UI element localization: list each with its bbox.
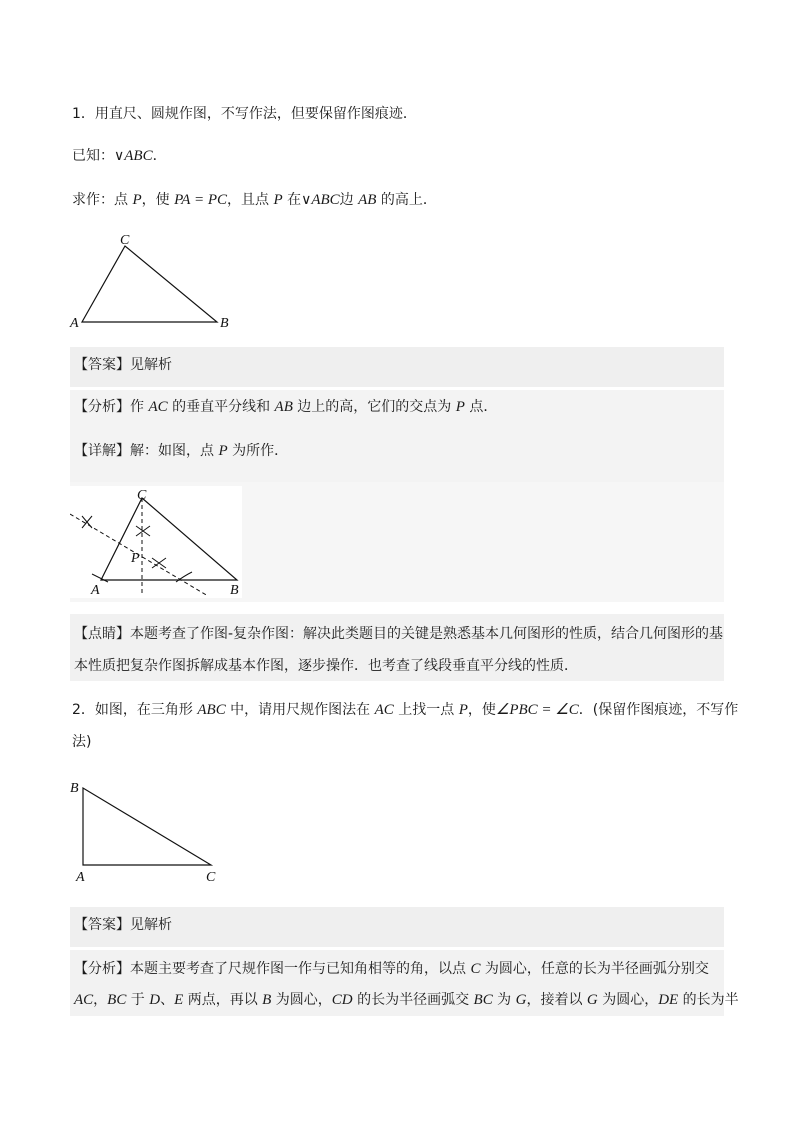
sol-vertex-c-label: C xyxy=(137,488,147,503)
q2-stem-line2: 法) xyxy=(72,734,92,750)
req-p2: P xyxy=(273,192,283,208)
q2-d: D xyxy=(149,992,161,1008)
q2-de: DE xyxy=(658,992,679,1008)
triangle-symbol: ∨ xyxy=(301,192,312,208)
q2-vertex-b-label: B xyxy=(70,781,79,796)
req-ab: AB xyxy=(358,192,377,208)
req-abc: ABC xyxy=(311,192,340,208)
q2-analysis-text: 的长为半 xyxy=(678,992,739,1008)
req-equation: PA = PC xyxy=(174,192,227,208)
q2-analysis-text: 的长为半径画弧交 xyxy=(352,992,474,1008)
analysis-ab: AB xyxy=(274,399,293,415)
q1-analysis xyxy=(74,397,497,417)
q1-triangle-figure xyxy=(66,228,241,338)
req-end: 的高上． xyxy=(376,192,437,208)
q2-vertex-c-label: C xyxy=(206,870,216,885)
q1-solution-figure xyxy=(70,486,242,598)
vertex-c-label: C xyxy=(120,233,130,248)
triangle-abc xyxy=(82,246,217,322)
sol-point-p-label: P xyxy=(131,551,140,566)
q2-analysis-text: 为圆心，任意的长为半径画弧分别交 xyxy=(480,961,709,977)
q2-angle-equation: ∠PBC = ∠C xyxy=(495,702,579,718)
analysis-text: 作 xyxy=(130,399,149,415)
q2-analysis-text: ，接着以 xyxy=(526,992,587,1008)
given-abc: ABC xyxy=(124,148,153,164)
q1-given xyxy=(72,146,167,166)
q2-analysis-text: ， xyxy=(93,992,108,1008)
req-label: 求作：点 xyxy=(72,192,133,208)
q1-number: 1． xyxy=(72,106,95,122)
q1-detail xyxy=(74,441,288,461)
q2-analysis-text: 两点，再以 xyxy=(183,992,263,1008)
q2-analysis-text: 为圆心， xyxy=(271,992,332,1008)
detail-tag: 【详解】 xyxy=(74,443,130,459)
q2-number: 2． xyxy=(72,702,95,718)
q2-bc: BC xyxy=(107,992,127,1008)
solution-figure-background xyxy=(70,486,242,598)
sol-vertex-a-label: A xyxy=(91,583,100,598)
q2-text: ，使 xyxy=(467,702,496,718)
q1-answer-block xyxy=(70,347,724,387)
given-label: 已知： xyxy=(72,148,114,164)
sol-vertex-b-label: B xyxy=(230,583,239,598)
q2-text: 上找一点 xyxy=(393,702,459,718)
q2-analysis-c: C xyxy=(470,961,481,977)
q2-answer: 【答案】见解析 xyxy=(74,917,172,933)
analysis-ac: AC xyxy=(148,399,168,415)
q2-p: P xyxy=(458,702,468,718)
q2-analysis-line2 xyxy=(74,990,739,1010)
q2-text: 中，请用尺规作图法在 xyxy=(225,702,375,718)
q1-stem-text: 用直尺、圆规作图，不写作法，但要保留作图痕迹． xyxy=(94,106,417,122)
q2-g: G xyxy=(586,992,598,1008)
q2-analysis-text: 为 xyxy=(492,992,516,1008)
q1-requirement xyxy=(72,190,437,210)
q2-stem xyxy=(72,700,738,720)
given-end: ． xyxy=(152,148,167,164)
q2-cd: CD xyxy=(331,992,353,1008)
analysis-p: P xyxy=(455,399,465,415)
q2-b: B xyxy=(262,992,272,1008)
q2-vertex-a-label: A xyxy=(76,870,85,885)
q2-ac: AC xyxy=(374,702,394,718)
analysis-tag: 【分析】 xyxy=(74,399,130,415)
detail-text: 为所作． xyxy=(227,443,289,459)
req-mid1: ，使 xyxy=(141,192,175,208)
vertex-b-label: B xyxy=(220,316,229,331)
q2-e: E xyxy=(174,992,184,1008)
triangle-symbol: ∨ xyxy=(114,148,125,164)
q1-comment-block xyxy=(70,614,724,681)
q1-analysis-block xyxy=(70,390,724,482)
q2-analysis-text: 于 xyxy=(126,992,150,1008)
right-triangle-abc xyxy=(83,788,211,865)
req-mid3: 在 xyxy=(282,192,302,208)
q2-triangle-figure xyxy=(66,774,226,889)
q2-analysis-text: 、 xyxy=(160,992,175,1008)
analysis-text: 边上的高，它们的交点为 xyxy=(292,399,456,415)
q2-g: G xyxy=(515,992,527,1008)
q2-analysis-text: 【分析】本题主要考查了尺规作图一作与已知角相等的角，以点 xyxy=(74,961,471,977)
q2-answer-block xyxy=(70,907,724,947)
q2-analysis-line1 xyxy=(74,959,709,979)
q2-text: 如图，在三角形 xyxy=(94,702,198,718)
q1-stem xyxy=(72,104,417,124)
q2-text: ．(保留作图痕迹，不写作 xyxy=(578,702,739,718)
analysis-text: 的垂直平分线和 xyxy=(167,399,275,415)
q1-comment-line1: 【点睛】本题考查了作图-复杂作图：解决此类题目的关键是熟悉基本几何图形的性质，结合几何图形的基 xyxy=(74,626,724,642)
detail-p: P xyxy=(218,443,228,459)
q2-abc: ABC xyxy=(197,702,226,718)
detail-text: 解：如图，点 xyxy=(130,443,219,459)
req-p: P xyxy=(132,192,142,208)
vertex-a-label: A xyxy=(70,316,79,331)
q1-comment-line2: 本性质把复杂作图拆解成基本作图，逐步操作．也考查了线段垂直平分线的性质． xyxy=(74,658,578,674)
q2-analysis-block xyxy=(70,950,739,1016)
req-mid4: 边 xyxy=(339,192,359,208)
q1-answer: 【答案】见解析 xyxy=(74,357,172,373)
q2-analysis-text: 为圆心， xyxy=(597,992,659,1008)
req-mid2: ，且点 xyxy=(227,192,274,208)
q2-ac: AC xyxy=(74,992,94,1008)
q2-bc: BC xyxy=(473,992,493,1008)
analysis-text: 点． xyxy=(464,399,498,415)
